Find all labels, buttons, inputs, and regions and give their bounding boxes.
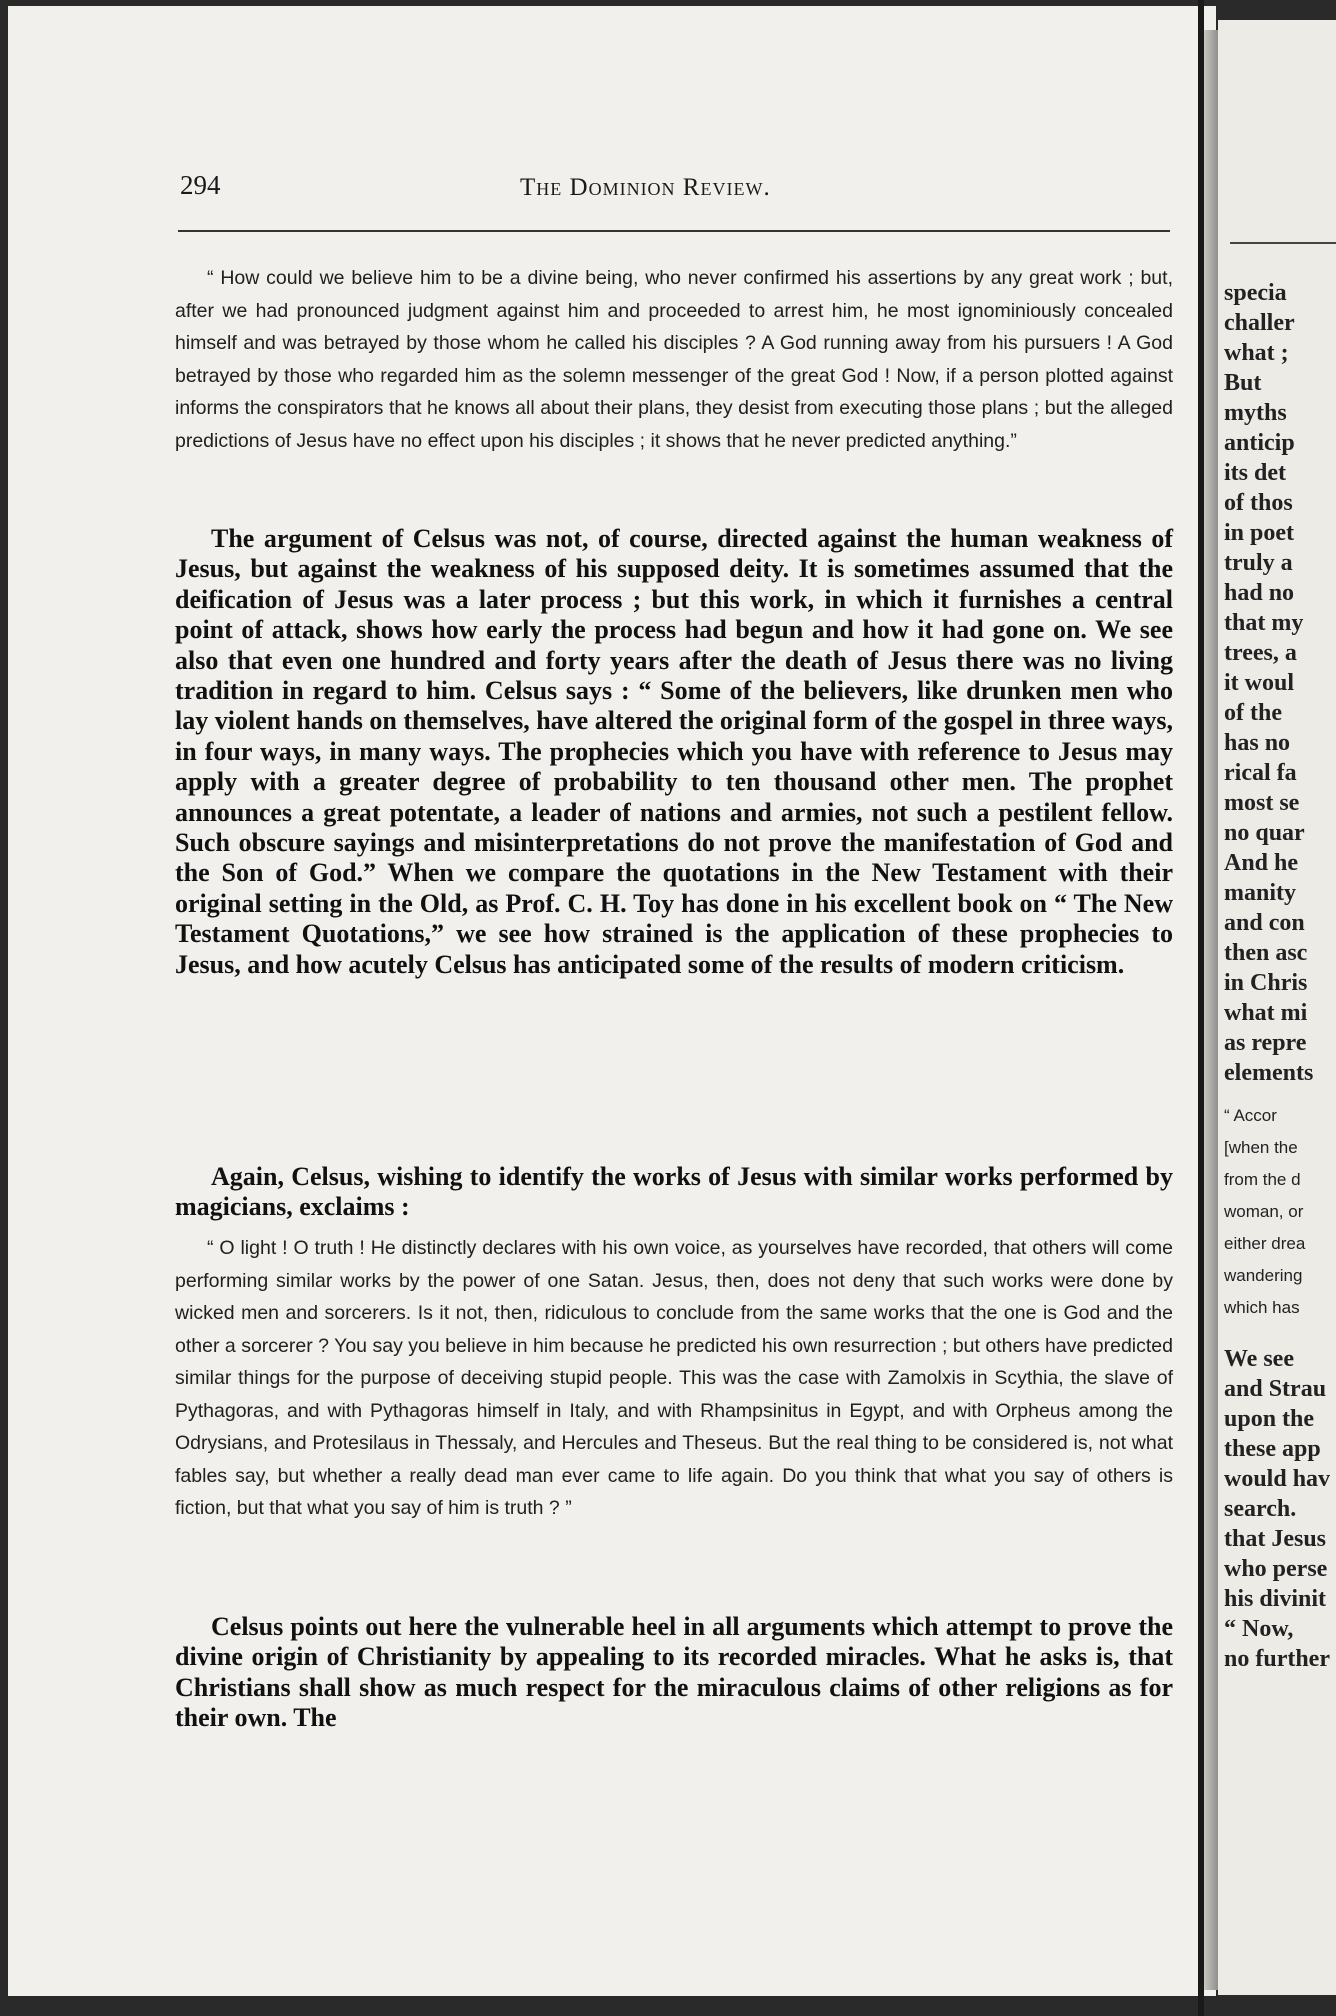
facing-page-line: in Chris (1224, 970, 1308, 996)
facing-page-line: “ Now, (1224, 1616, 1294, 1642)
facing-page-line: rical fa (1224, 760, 1297, 786)
facing-page-line: his divinit (1224, 1586, 1327, 1612)
facing-page-line: of the (1224, 700, 1282, 726)
facing-page-line: and con (1224, 910, 1305, 936)
facing-page-line: search. (1224, 1496, 1297, 1522)
facing-page-line: what ; (1224, 340, 1289, 366)
facing-page (1218, 20, 1336, 1995)
paragraph-3-text: Celsus points out here the vulnerable heel in all arguments which attempt to prove the divine origin of Christianity by appealing to its recorded miracles. What he asks is, that Christians shall show as much respect for the miraculous claims of other religions as for their own. The (175, 1612, 1173, 1733)
facing-page-line: its det (1224, 460, 1286, 486)
header-rule (178, 230, 1170, 232)
facing-page-line: no quar (1224, 820, 1305, 846)
facing-page-line: anticip (1224, 430, 1295, 456)
facing-page-line: We see (1224, 1346, 1294, 1372)
facing-page-line: who perse (1224, 1556, 1328, 1582)
block-quote-1 (175, 262, 1173, 457)
facing-page-line: then asc (1224, 940, 1308, 966)
facing-page-line: what mi (1224, 1000, 1308, 1026)
facing-page-line: it woul (1224, 670, 1295, 696)
facing-page-line: myths (1224, 400, 1287, 426)
facing-page-line: in poet (1224, 520, 1295, 546)
facing-page-line: from the d (1224, 1170, 1301, 1189)
paragraph-3 (175, 1612, 1173, 1734)
facing-page-line: most se (1224, 790, 1300, 816)
facing-page-line: which has (1224, 1298, 1300, 1317)
journal-title: The Dominion Review. (520, 174, 771, 201)
facing-page-line: either drea (1224, 1234, 1306, 1253)
facing-page-line: woman, or (1224, 1202, 1304, 1221)
facing-page-line: that Jesus (1224, 1526, 1327, 1552)
page-number: 294 (180, 170, 221, 200)
block-quote-1-text: “ How could we believe him to be a divine being, who never confirmed his assertions by any great work ; but, after we had pronounced judgment against him and proceeded to arrest him, he most ignominiously concealed himself and was betrayed by those whom he called his disciples ? A God running away from his pursuers ! A God betrayed by those who regarded him as the solemn messenger of the great God ! Now, if a person plotted against informs the conspirators that he knows all about their plans, they desist from executing those plans ; but the alleged predictions of Jesus have no effect upon his disciples ; it shows that he never predicted anything.” (175, 267, 1173, 452)
facing-page-line: these app (1224, 1436, 1321, 1462)
facing-page-line: manity (1224, 880, 1296, 906)
facing-page-line: has no (1224, 730, 1291, 756)
facing-page-line: no further (1224, 1646, 1330, 1672)
running-head (180, 170, 1170, 210)
facing-page-line: as repre (1224, 1030, 1307, 1056)
block-quote-2-text: “ O light ! O truth ! He distinctly declares with his own voice, as yourselves have recorded, that others will come performing similar works by the power of one Satan. Jesus, then, does not deny that such works were done by wicked men and sorcerers. Is it not, then, ridiculous to conclude from the same works that the one is God and the other a sorcerer ? You say you believe in him because he predicted his own resurrection ; but others have predicted similar things for the purpose of deceiving stupid people. This was the case with Zamolxis in Scythia, the slave of Pythagoras, and with Pythagoras himself in Italy, and with Rhampsinitus in Egypt, and with Orpheus among the Odrysians, and Protesilaus in Thessaly, and Hercules and Theseus. But the real thing to be considered is, not what fables say, but whether a really dead man ever came to life again. Do you think that what you say of others is fiction, but that what you say of him is truth ? ” (175, 1237, 1173, 1519)
facing-page-line: And he (1224, 850, 1299, 876)
paragraph-2 (175, 1162, 1173, 1223)
facing-page-line: upon the (1224, 1406, 1315, 1432)
facing-page-line: of thos (1224, 490, 1293, 516)
facing-page-line: But (1224, 370, 1262, 396)
facing-page-line: would hav (1224, 1466, 1331, 1492)
facing-page-line: that my (1224, 610, 1304, 636)
block-quote-2 (175, 1232, 1173, 1525)
paragraph-1-text: The argument of Celsus was not, of course, directed against the human weakness of Jesus, but against the weakness of his supposed deity. It is sometimes assumed that the deification of Jesus was a later process ; but this work, in which it furnishes a central point of attack, shows how early the process had begun and how it had gone on. We see also that even one hundred and forty years after the death of Jesus there was no living tradition in regard to him. Celsus says : “ Some of the believers, like drunken men who lay violent hands on themselves, have altered the original form of the gospel in three ways, in four ways, in many ways. The prophecies which you have with reference to Jesus may apply with a greater degree of probability to ten thousand other men. The prophet announces a great potentate, a leader of nations and armies, not such a pestilent fellow. Such obscure sayings and misinterpretations do not prove the manifestation of God and the Son of God.” When we compare the quotations in the New Testament with their original setting in the Old, as Prof. C. H. Toy has done in his excellent book on “ The New Testament Quotations,” we see how strained is the application of these prophecies to Jesus, and how acutely Celsus has anticipated some of the results of modern criticism. (175, 524, 1173, 979)
facing-page-line: challer (1224, 310, 1295, 336)
facing-page-line: elements (1224, 1060, 1314, 1086)
facing-page-line: trees, a (1224, 640, 1297, 666)
facing-page-line: truly a (1224, 550, 1293, 576)
facing-page-line: and Strau (1224, 1376, 1327, 1402)
facing-page-line: specia (1224, 280, 1287, 306)
facing-page-line: “ Accor (1224, 1106, 1277, 1125)
facing-page-line: had no (1224, 580, 1295, 606)
facing-page-rule (1230, 242, 1336, 244)
page-edge-shadow (1198, 0, 1204, 2016)
facing-page-line: wandering (1224, 1266, 1303, 1285)
paragraph-2-text: Again, Celsus, wishing to identify the works of Jesus with similar works performed by magicians, exclaims : (175, 1162, 1173, 1222)
paragraph-1 (175, 524, 1173, 980)
facing-page-line: [when the (1224, 1138, 1298, 1157)
